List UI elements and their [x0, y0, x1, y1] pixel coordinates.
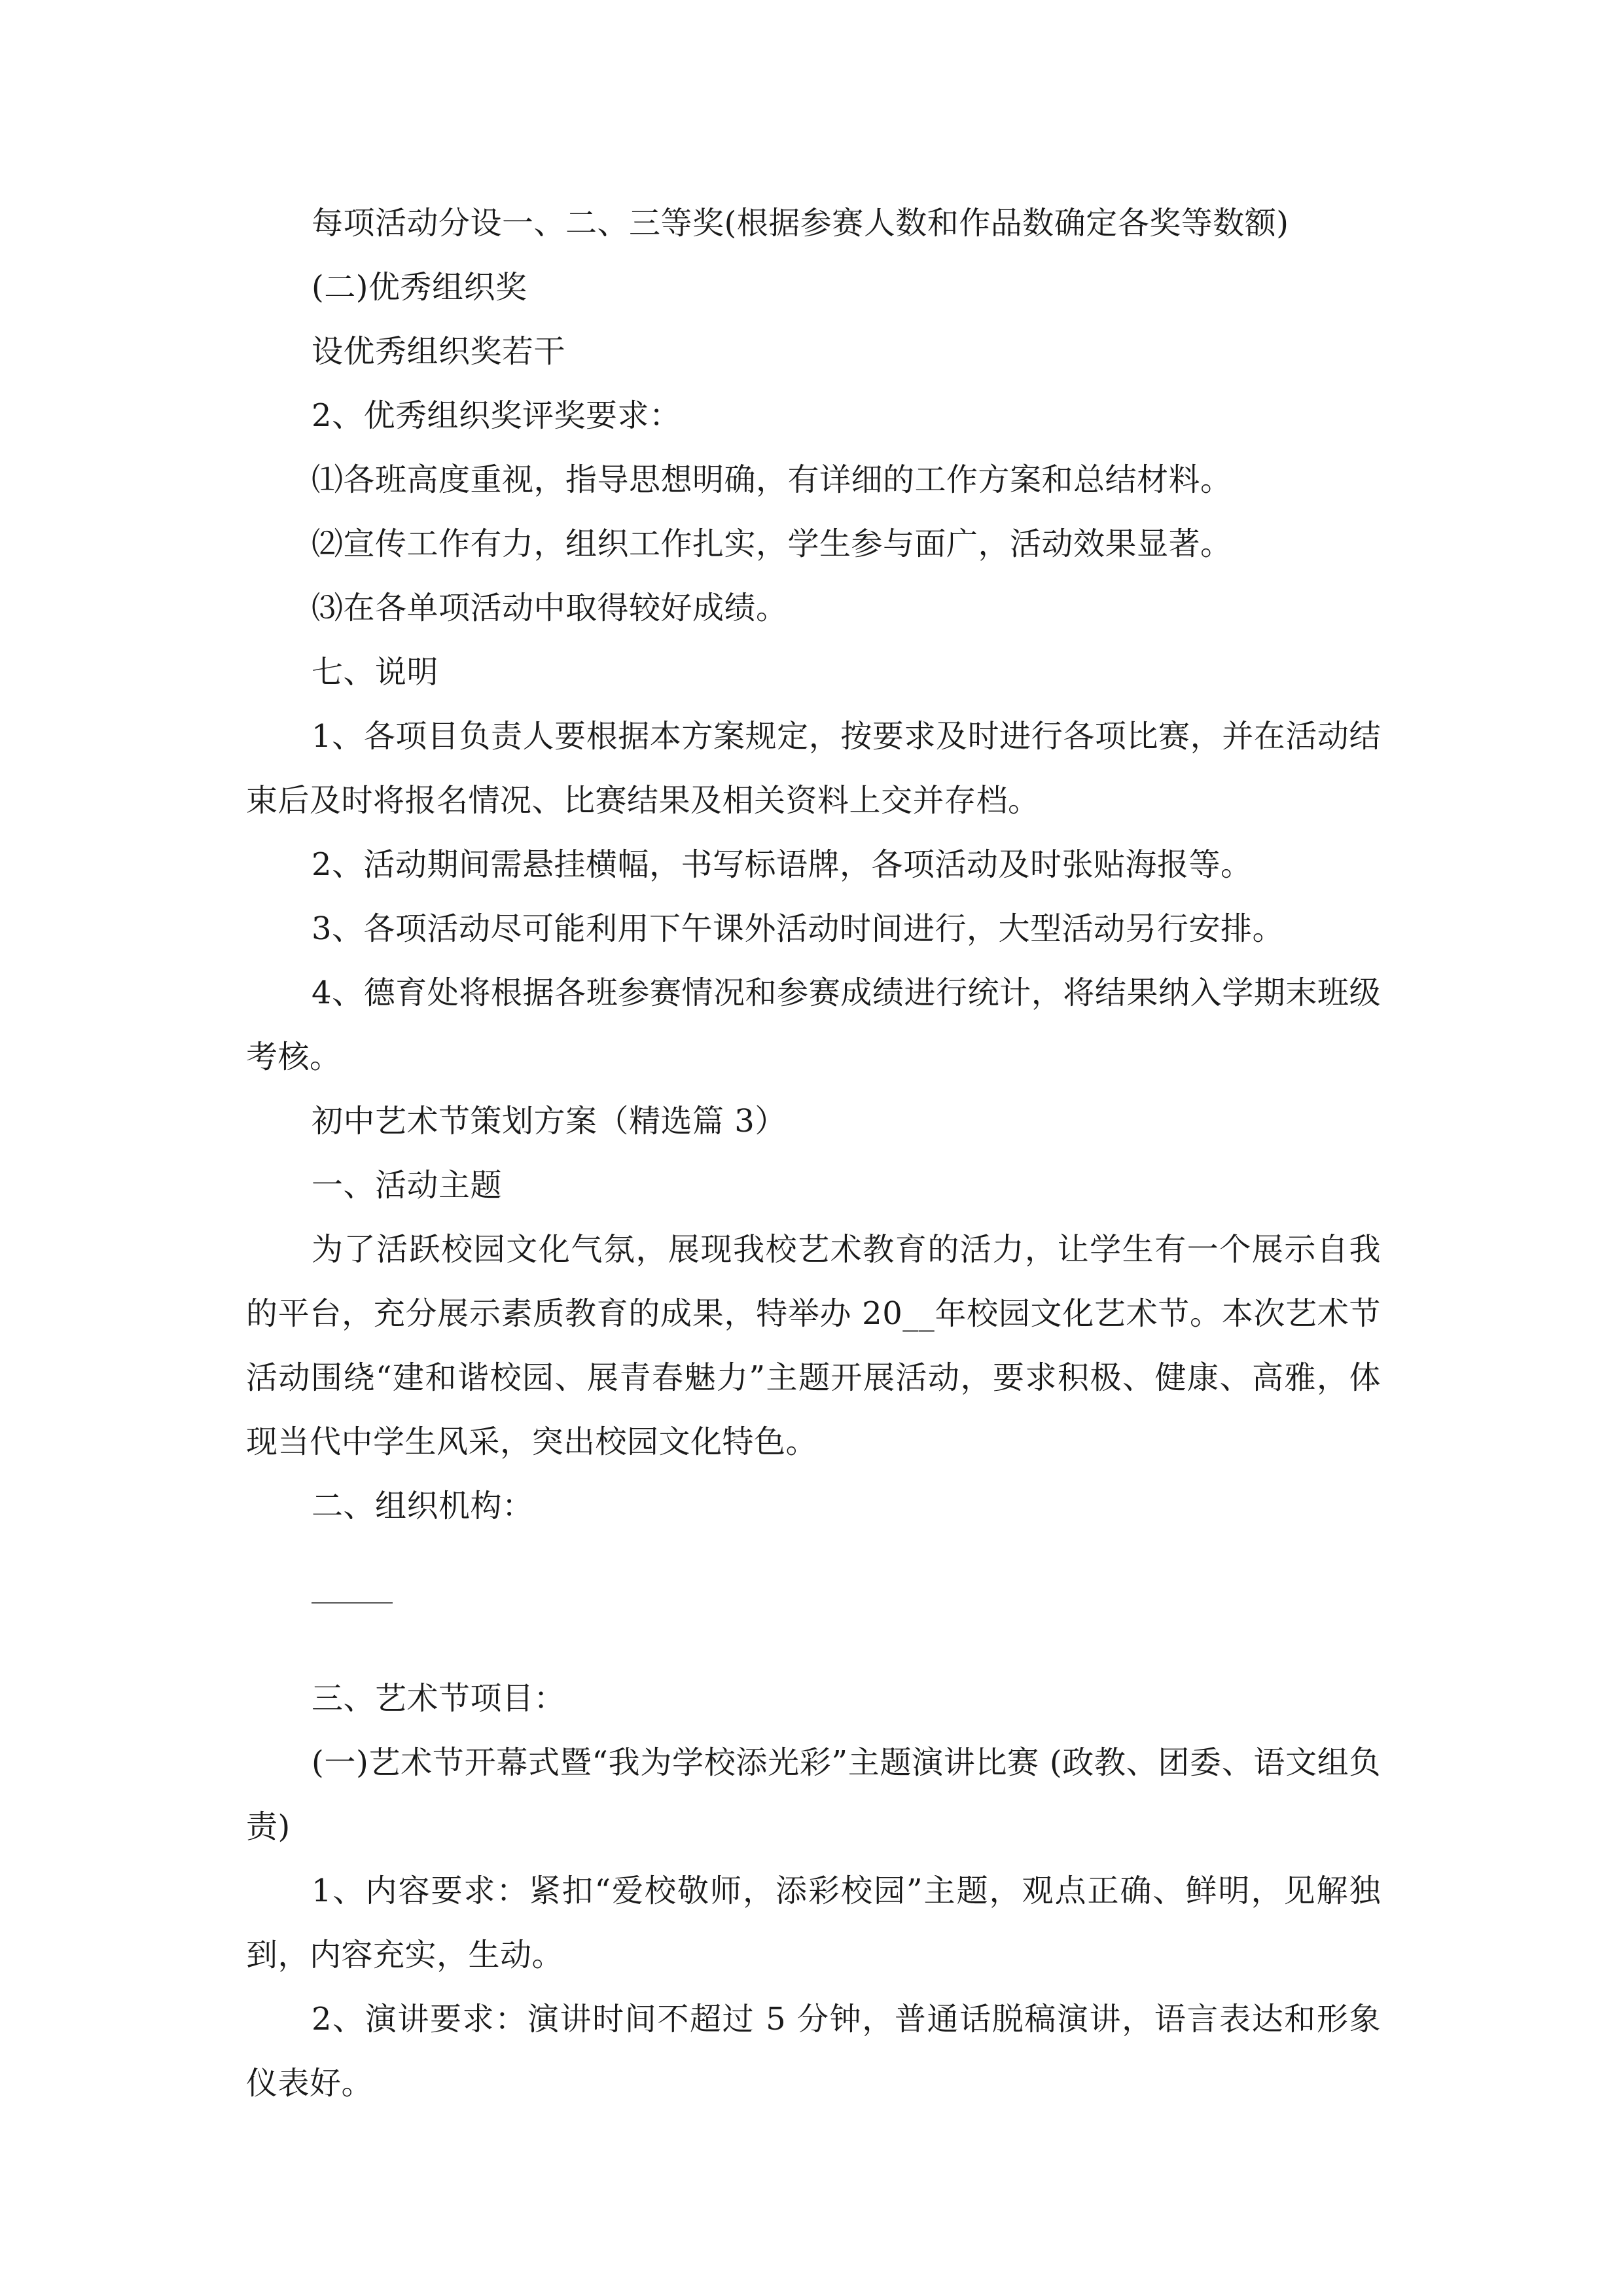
paragraph-project-1: (一)艺术节开幕式暨“我为学校添光彩”主题演讲比赛 (政教、团委、语文组负责) — [246, 1744, 1381, 1845]
section-heading-theme: 一、活动主题 — [312, 1167, 503, 1204]
paragraph-award-requirements: 2、优秀组织奖评奖要求： — [312, 397, 681, 434]
paragraph-requirement-2: ⑵宣传工作有力，组织工作扎实，学生参与面广，活动效果显著。 — [312, 526, 1232, 562]
document-page — [246, 191, 1381, 2115]
paragraph-requirement-1: ⑴各班高度重视，指导思想明确，有详细的工作方案和总结材料。 — [312, 461, 1232, 498]
section-heading-organization: 二、组织机构： — [312, 1488, 534, 1524]
plan-title: 初中艺术节策划方案（精选篇 3） — [312, 1103, 787, 1139]
paragraph-note-3: 3、各项活动尽可能利用下午课外活动时间进行，大型活动另行安排。 — [312, 910, 1285, 947]
paragraph-organization-award-heading: (二)优秀组织奖 — [312, 269, 527, 306]
paragraph-organization-award: 设优秀组织奖若干 — [312, 333, 566, 370]
blank-line — [246, 1538, 1381, 1602]
paragraph-note-1: 1、各项目负责人要根据本方案规定，按要求及时进行各项比赛，并在活动结束后及时将报名情况、比赛结果及相关资料上交并存档。 — [246, 718, 1381, 819]
paragraph-speech-requirement: 2、演讲要求：演讲时间不超过 5 分钟，普通话脱稿演讲，语言表达和形象仪表好。 — [246, 2001, 1381, 2102]
paragraph-award-levels: 每项活动分设一、二、三等奖(根据参赛人数和作品数确定各奖等数额) — [312, 205, 1289, 242]
rule-line — [312, 1602, 393, 1604]
section-heading-projects: 三、艺术节项目： — [312, 1680, 566, 1717]
paragraph-note-2: 2、活动期间需悬挂横幅，书写标语牌，各项活动及时张贴海报等。 — [312, 846, 1253, 883]
paragraph-content-requirement: 1、内容要求：紧扣“爱校敬师，添彩校园”主题，观点正确、鲜明，见解独到，内容充实，生动。 — [246, 1873, 1381, 1973]
paragraph-requirement-3: ⑶在各单项活动中取得较好成绩。 — [312, 590, 788, 626]
section-heading-notes: 七、说明 — [312, 654, 439, 691]
short-rule — [246, 1602, 1381, 1666]
paragraph-theme: 为了活跃校园文化气氛，展现我校艺术教育的活力，让学生有一个展示自我的平台，充分展示素质教育的成果，特举办 20__年校园文化艺术节。本次艺术节活动围绕“建和谐校园、展青春魅力”主题开展活动，要求积极、健康、高雅，体现当代中学生风采，突出校园文化特色。 — [246, 1231, 1381, 1460]
paragraph-note-4: 4、德育处将根据各班参赛情况和参赛成绩进行统计，将结果纳入学期末班级考核。 — [246, 975, 1381, 1075]
